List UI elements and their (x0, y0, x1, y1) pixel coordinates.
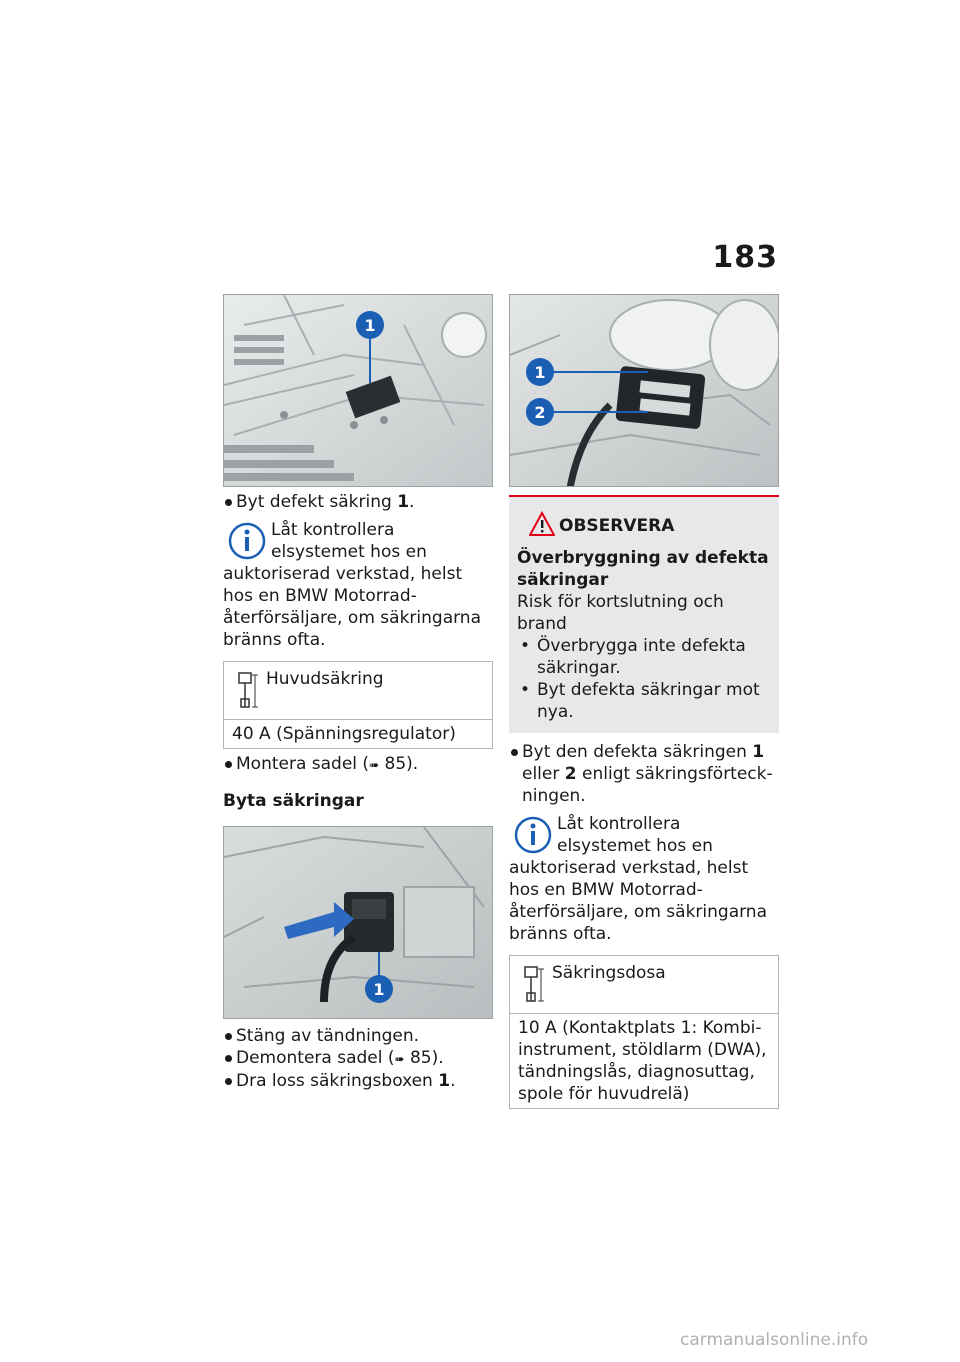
warning-item: • Byt defekta säkringar mot nya. (517, 679, 771, 723)
spec-value: 10 A (Kontaktplats 1: Kombiinstrument, stöldlarm (DWA), tändningslås, diagnosuttag, spole för huvudrelä) (518, 1018, 767, 1104)
warning-triangle-icon (529, 511, 555, 537)
photo-fuse-location (223, 294, 493, 487)
photo3-callout-1: 1 (534, 363, 546, 382)
photo2-callout: 1 (373, 980, 385, 999)
spec-fuse-box (509, 955, 779, 1109)
step-replace-defective-fuse: Byt den defekta säkringen 1 eller 2 enligt säkringsförteckningen. (509, 741, 779, 807)
spec-main-fuse (223, 661, 493, 749)
warning-item: • Överbrygga inte defekta säkringar. (517, 635, 771, 679)
info-note: Låt kontrollera elsystemet hos en auktoriserad verkstad, helst hos en BMW Motorrad-återförsäljare, om säkringarna bränns ofta. (509, 814, 767, 944)
footer-watermark: carmanualsonline.info (680, 1330, 869, 1350)
photo-fuse-box (223, 826, 493, 1019)
spec-label: Säkringsdosa (552, 963, 666, 983)
info-note: Låt kontrollera elsystemet hos en auktoriserad verkstad, helst hos en BMW Motorrad-återförsäljare, om säkringarna bränns ofta. (223, 520, 481, 650)
fuse-icon (237, 671, 259, 711)
step-pull-fuse-box: Dra loss säkringsboxen 1. (223, 1070, 493, 1092)
warning-heading: Överbryggning av defekta säkringar (517, 548, 769, 590)
info-icon (513, 815, 553, 855)
step-mount-saddle: Montera sadel (➠ 85). (223, 753, 493, 776)
warning-text: Risk för kortslutning och brand (517, 592, 724, 634)
step-remove-saddle: Demontera sadel (➠ 85). (223, 1047, 493, 1070)
photo1-callout: 1 (364, 316, 376, 335)
page-number: 183 (712, 240, 778, 275)
spec-label: Huvudsäkring (266, 669, 384, 689)
step-ignition-off: Stäng av tändningen. (223, 1025, 493, 1047)
info-icon (227, 521, 267, 561)
warning-box (509, 495, 779, 733)
right-column (509, 294, 779, 1109)
photo-fuse-slots (509, 294, 779, 487)
page-ref-arrow-icon: ➠ (369, 758, 380, 772)
step-replace-fuse: Byt defekt säkring 1. (223, 491, 493, 513)
page-ref-arrow-icon: ➠ (394, 1052, 405, 1066)
photo3-callout-2: 2 (534, 403, 546, 422)
spec-value: 40 A (Spänningsregulator) (232, 724, 456, 744)
section-title: Byta säkringar (223, 791, 364, 811)
left-column (223, 294, 493, 1092)
fuse-icon (523, 965, 545, 1005)
warning-title: OBSERVERA (559, 516, 675, 536)
